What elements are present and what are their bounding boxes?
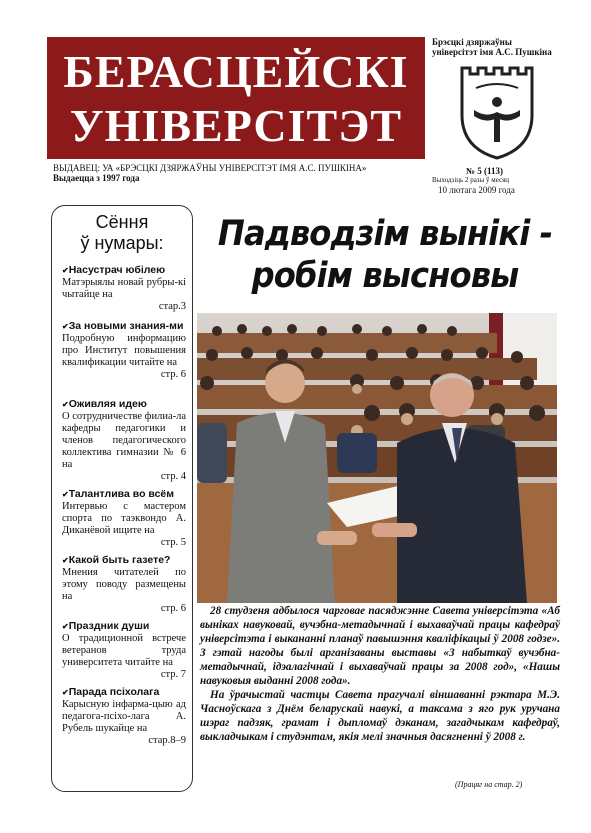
- contents-item-heading: ✔ Парада псіхолага: [62, 686, 186, 699]
- continued-note[interactable]: (Працяг на стар. 2): [455, 780, 523, 789]
- contents-item-desc: Интервью с мастером спорта по таэквондо А. Диканёвой ищите на: [62, 501, 186, 536]
- issue-frequency: Выходзіць 2 разы ў месяц: [432, 176, 510, 184]
- article-paragraph: На ўрачыстай частцы Савета прагучалі віншаванні рэктара М.Э. Часноўскага з Днём беларускай навукі, а таксама з яго рук уручана шэраг падзяк, грамат і дыпломаў дэканам, загадчыкам кафедраў, выкладчыкам і студэнтам, якія мелі значныя дасягненні ў 2008 г.: [200, 689, 560, 743]
- published-since: Выдаецца з 1997 года: [53, 173, 140, 183]
- publisher-line: ВЫДАВЕЦ: УА «БРЭСЦКІ ДЗЯРЖАЎНЫ УНІВЕРСІТЭТ ІМЯ А.С. ПУШКІНА»: [53, 163, 367, 173]
- contents-item-page: стар.3: [158, 301, 186, 312]
- contents-sidebar: [51, 205, 193, 792]
- issue-number: № 5 (113): [466, 166, 504, 176]
- masthead-title-line2: УНІВЕРСІТЭТ: [69, 100, 403, 151]
- headline-line1: Падводзім вынікі -: [217, 214, 553, 254]
- contents-item-page: стр. 6: [160, 369, 186, 380]
- contents-item-page: стр. 7: [160, 669, 186, 680]
- sidebar-title-line2: ў нумары:: [80, 233, 164, 253]
- contents-item-desc: О традиционной встрече ветеранов труда университета читайте на: [62, 633, 186, 668]
- sidebar-title: [52, 212, 192, 254]
- contents-item-page: стар.8–9: [148, 735, 186, 746]
- contents-item-heading: ✔ Насустрач юбілею: [62, 264, 186, 277]
- contents-item-page: стр. 6: [160, 603, 186, 614]
- contents-item-page: стр. 5: [160, 537, 186, 548]
- contents-item-desc: Подробную информацию про Институт повышения квалификации читайте на: [62, 333, 186, 368]
- contents-item-desc: О сотрудничестве филиа-ла кафедры педагогики и членов педагогического коллектива гимназии № 6 на: [62, 411, 186, 470]
- headline-line2: робім высновы: [251, 256, 519, 296]
- main-headline: [215, 213, 555, 297]
- university-logo-icon: [456, 60, 536, 160]
- contents-item[interactable]: [62, 620, 186, 681]
- contents-item[interactable]: [62, 554, 186, 615]
- award-ceremony-photo: [197, 313, 557, 603]
- contents-item-desc: Карысную інфарма-цыю ад педагога-псіхо-лага А. Рубель шукайце на: [62, 699, 186, 734]
- contents-item-heading: ✔ За новыми знания-ми: [62, 320, 186, 333]
- sidebar-title-line1: Сёння: [95, 212, 149, 232]
- contents-item-heading: ✔ Оживляя идею: [62, 398, 186, 411]
- masthead-title-line1: БЕРАСЦЕЙСКІ: [63, 46, 409, 97]
- contents-item-desc: Мнения читателей по этому поводу размещены на: [62, 567, 186, 602]
- contents-item-heading: ✔ Праздник души: [62, 620, 186, 633]
- contents-item[interactable]: [62, 320, 186, 381]
- university-name: [432, 37, 572, 57]
- university-name-line1: Брэсцкі дзяржаўны: [432, 37, 512, 47]
- contents-item-page: стр. 4: [160, 471, 186, 482]
- contents-item[interactable]: [62, 686, 186, 747]
- contents-item[interactable]: [62, 488, 186, 549]
- contents-item[interactable]: [62, 264, 186, 313]
- issue-date: 10 лютага 2009 года: [438, 185, 515, 195]
- masthead: [47, 37, 425, 159]
- article-body: [200, 604, 560, 744]
- contents-item[interactable]: [62, 398, 186, 483]
- university-name-line2: універсітэт імя А.С. Пушкіна: [432, 47, 552, 57]
- contents-item-heading: ✔ Какой быть газете?: [62, 554, 186, 567]
- article-paragraph: 28 студзеня адбылося чарговае пасяджэнне Савета універсітэта «Аб выніках навуковай, вучэбна-метадычнай і выхаваўчай працы кафедраў універсітэта і выкананні планаў павышэння кваліфікацыі ў 2008 годзе». З гэтай нагоды былі арганізаваны выставы «З набыткаў вучэбна-метадычнай, ідэалагічнай і выхаваўчай працы за 2008 год», «Нашы навуковыя выданні 2008 года».: [200, 605, 560, 687]
- contents-item-desc: Матэрыялы новай рубры-кі чытайце на: [62, 277, 186, 300]
- contents-item-heading: ✔ Талантлива во всём: [62, 488, 186, 501]
